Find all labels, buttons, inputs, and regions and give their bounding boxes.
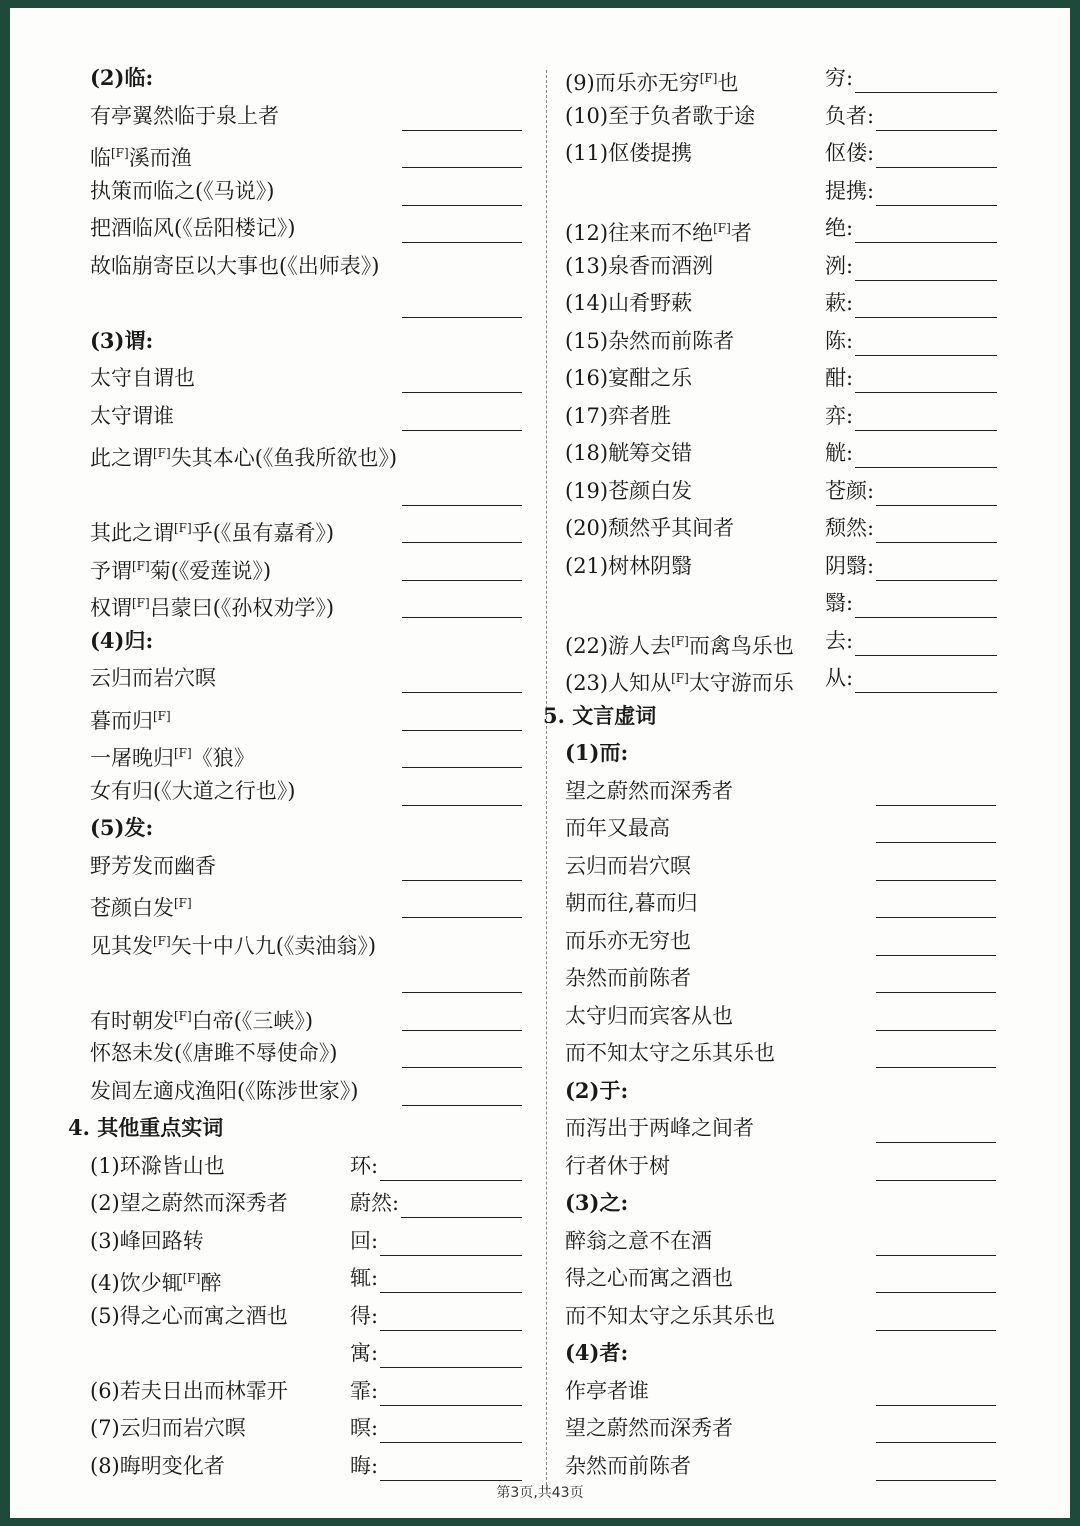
term-label: 阴翳: <box>825 553 875 578</box>
answer-blank[interactable] <box>876 1067 996 1068</box>
exercise-line: 其此之谓[F]乎(《虽有嘉肴》) <box>90 521 335 545</box>
term-label: 颓然: <box>825 516 875 540</box>
exercise-line: 得之心而寓之酒也 <box>565 1266 733 1290</box>
term-label: 得: <box>350 1303 379 1328</box>
exercise-line: 行者休于树 <box>565 1153 670 1178</box>
answer-blank[interactable] <box>402 692 522 693</box>
exercise-line: 杂然而前陈者 <box>565 966 691 990</box>
exercise-line: 临[F]溪而渔 <box>90 146 192 170</box>
subsection-heading: (1)而: <box>565 740 629 765</box>
answer-blank[interactable] <box>876 880 996 881</box>
exercise-line: 太守归而宾客从也 <box>565 1003 733 1028</box>
exercise-line: (18)觥筹交错 <box>565 441 693 465</box>
answer-blank[interactable] <box>876 1442 996 1443</box>
footnote-marker: [F] <box>174 746 192 760</box>
exercise-line: 权谓[F]吕蒙曰(《孙权劝学》) <box>90 596 335 620</box>
term-label: 环: <box>350 1153 379 1178</box>
exercise-line: (22)游人去[F]而禽鸟乐也 <box>565 633 794 658</box>
term-label: 去: <box>825 628 854 653</box>
answer-blank[interactable] <box>855 392 997 393</box>
exercise-line: (17)弈者胜 <box>565 403 672 428</box>
answer-blank[interactable] <box>855 92 997 93</box>
exercise-line: 太守谓谁 <box>90 403 174 428</box>
answer-blank[interactable] <box>380 1180 522 1181</box>
exercise-line: 女有归(《大道之行也》) <box>90 778 296 803</box>
term-label: 翳: <box>825 591 854 615</box>
answer-blank[interactable] <box>855 280 997 281</box>
exercise-line: (15)杂然而前陈者 <box>565 328 735 353</box>
exercise-line: 太守自谓也 <box>90 366 195 390</box>
answer-blank[interactable] <box>402 992 522 993</box>
exercise-line: (2)望之蔚然而深秀者 <box>90 1191 288 1215</box>
subsection-heading: (2)临: <box>90 65 154 90</box>
answer-blank[interactable] <box>855 655 997 656</box>
answer-blank[interactable] <box>402 392 522 393</box>
exercise-line: (19)苍颜白发 <box>565 478 693 503</box>
exercise-line: 予谓[F]菊(《爱莲说》) <box>90 558 272 583</box>
answer-blank[interactable] <box>402 767 522 768</box>
answer-blank[interactable] <box>855 355 997 356</box>
term-label: 苍颜: <box>825 478 875 503</box>
footnote-marker: [F] <box>671 633 689 648</box>
subsection-heading: (3)之: <box>565 1190 629 1215</box>
worksheet-page <box>10 8 1070 1518</box>
footnote-marker: [F] <box>671 671 689 685</box>
exercise-line: 执策而临之(《马说》) <box>90 178 275 203</box>
term-label: 从: <box>825 666 854 690</box>
exercise-line: 见其发[F]矢十中八九(《卖油翁》) <box>90 933 377 958</box>
answer-blank[interactable] <box>876 955 996 956</box>
footnote-marker: [F] <box>699 71 718 85</box>
exercise-line: 发闾左適戍渔阳(《陈涉世家》) <box>90 1078 359 1103</box>
exercise-line: 而不知太守之乐其乐也 <box>565 1041 775 1065</box>
footnote-marker: [F] <box>182 1271 201 1285</box>
exercise-line: (4)饮少辄[F]醉 <box>90 1271 222 1295</box>
answer-blank[interactable] <box>380 1442 522 1443</box>
answer-blank[interactable] <box>402 730 522 731</box>
answer-blank[interactable] <box>380 1292 522 1293</box>
answer-blank[interactable] <box>855 242 997 243</box>
term-label: 陈: <box>825 328 854 353</box>
exercise-line: 杂然而前陈者 <box>565 1453 691 1478</box>
exercise-line: 而泻出于两峰之间者 <box>565 1116 754 1140</box>
exercise-line: (9)而乐亦无穷[F]也 <box>565 71 739 95</box>
footnote-marker: [F] <box>713 221 731 235</box>
exercise-line: (23)人知从[F]太守游而乐 <box>565 671 794 695</box>
exercise-line: 而不知太守之乐其乐也 <box>565 1303 775 1328</box>
footnote-marker: [F] <box>174 896 192 910</box>
term-label: 蔌: <box>825 291 854 315</box>
exercise-line: 朝而往,暮而归 <box>565 891 698 915</box>
answer-blank[interactable] <box>402 130 522 131</box>
exercise-line: 作亭者谁 <box>565 1378 649 1403</box>
exercise-line: 有亭翼然临于泉上者 <box>90 103 279 128</box>
answer-blank[interactable] <box>402 580 522 581</box>
exercise-line: (12)往来而不绝[F]者 <box>565 221 752 245</box>
term-label: 洌: <box>825 253 854 278</box>
answer-blank[interactable] <box>402 505 522 506</box>
answer-blank[interactable] <box>876 805 996 806</box>
exercise-line: (10)至于负者歌于途 <box>565 103 756 128</box>
answer-blank[interactable] <box>402 1105 522 1106</box>
exercise-line: 苍颜白发[F] <box>90 896 192 920</box>
footnote-marker: [F] <box>153 708 171 723</box>
answer-blank[interactable] <box>855 692 997 693</box>
exercise-line: 醉翁之意不在酒 <box>565 1228 712 1253</box>
answer-blank[interactable] <box>876 1292 996 1293</box>
exercise-line: 暮而归[F] <box>90 708 171 733</box>
term-label: 回: <box>350 1228 379 1253</box>
answer-blank[interactable] <box>402 242 522 243</box>
subsection-heading: (3)谓: <box>90 327 154 353</box>
subsection-heading: (5)发: <box>90 815 154 840</box>
exercise-line: (7)云归而岩穴暝 <box>90 1416 246 1440</box>
section-heading: 4. 其他重点实词 <box>68 1115 224 1140</box>
answer-blank[interactable] <box>380 1330 522 1331</box>
footnote-marker: [F] <box>132 558 150 573</box>
answer-blank[interactable] <box>855 430 997 431</box>
exercise-line: 云归而岩穴暝 <box>565 853 691 878</box>
answer-blank[interactable] <box>876 505 997 506</box>
exercise-line: (14)山肴野蔌 <box>565 291 693 315</box>
answer-blank[interactable] <box>402 205 522 206</box>
answer-blank[interactable] <box>380 1367 522 1368</box>
subsection-heading: (4)者: <box>565 1340 629 1365</box>
footnote-marker: [F] <box>153 933 171 948</box>
answer-blank[interactable] <box>402 917 522 918</box>
answer-blank[interactable] <box>402 542 522 543</box>
term-label: 辄: <box>350 1266 379 1290</box>
exercise-line: (21)树林阴翳 <box>565 553 693 578</box>
answer-blank[interactable] <box>380 1480 522 1481</box>
column-divider <box>546 70 547 1490</box>
exercise-line: 有时朝发[F]白帝(《三峡》) <box>90 1008 314 1033</box>
term-label: 提携: <box>825 178 875 203</box>
exercise-line: 怀怒未发(《唐雎不辱使命》) <box>90 1041 338 1065</box>
answer-blank[interactable] <box>876 1480 996 1481</box>
exercise-line: 云归而岩穴暝 <box>90 666 216 690</box>
exercise-line: (3)峰回路转 <box>90 1228 204 1253</box>
answer-blank[interactable] <box>876 1030 996 1031</box>
answer-blank[interactable] <box>380 1405 522 1406</box>
exercise-line: 此之谓[F]失其本心(《鱼我所欲也》) <box>90 446 398 470</box>
term-label: 绝: <box>825 216 854 240</box>
answer-blank[interactable] <box>855 617 997 618</box>
exercise-line: 望之蔚然而深秀者 <box>565 778 733 803</box>
answer-blank[interactable] <box>402 1067 522 1068</box>
exercise-line: 望之蔚然而深秀者 <box>565 1416 733 1440</box>
term-label: 暝: <box>350 1416 379 1440</box>
term-label: 霏: <box>350 1378 379 1403</box>
answer-blank[interactable] <box>401 1217 522 1218</box>
answer-blank[interactable] <box>876 1142 996 1143</box>
footnote-marker: [F] <box>153 446 171 460</box>
exercise-line: 一屠晚归[F]《狼》 <box>90 746 255 770</box>
exercise-line: (6)若夫日出而林霏开 <box>90 1378 288 1403</box>
exercise-line: (20)颓然乎其间者 <box>565 516 735 540</box>
answer-blank[interactable] <box>402 317 522 318</box>
answer-blank[interactable] <box>876 130 997 131</box>
answer-blank[interactable] <box>402 880 522 881</box>
exercise-line: 而乐亦无穷也 <box>565 928 691 953</box>
section-heading: 5. 文言虚词 <box>543 702 657 728</box>
answer-blank[interactable] <box>402 1030 522 1031</box>
exercise-line: 把酒临风(《岳阳楼记》) <box>90 216 296 240</box>
exercise-line: 野芳发而幽香 <box>90 853 216 878</box>
answer-blank[interactable] <box>380 1255 522 1256</box>
term-label: 觥: <box>825 441 854 465</box>
answer-blank[interactable] <box>876 1330 996 1331</box>
answer-blank[interactable] <box>855 467 997 468</box>
term-label: 酣: <box>825 366 854 390</box>
answer-blank[interactable] <box>402 805 522 806</box>
answer-blank[interactable] <box>876 542 997 543</box>
answer-blank[interactable] <box>876 205 997 206</box>
answer-blank[interactable] <box>876 1255 996 1256</box>
exercise-line: (13)泉香而酒洌 <box>565 253 714 278</box>
footnote-marker: [F] <box>174 521 192 535</box>
answer-blank[interactable] <box>402 430 522 431</box>
term-label: 晦: <box>350 1453 379 1478</box>
term-label: 负者: <box>825 103 875 128</box>
answer-blank[interactable] <box>402 167 522 168</box>
answer-blank[interactable] <box>876 992 996 993</box>
answer-blank[interactable] <box>855 317 997 318</box>
footnote-marker: [F] <box>174 1008 192 1023</box>
exercise-line: (8)晦明变化者 <box>90 1453 225 1478</box>
answer-blank[interactable] <box>876 1405 996 1406</box>
term-label: 穷: <box>825 66 854 90</box>
footnote-marker: [F] <box>111 146 129 160</box>
answer-blank[interactable] <box>876 580 997 581</box>
answer-blank[interactable] <box>876 1180 996 1181</box>
exercise-line: 故临崩寄臣以大事也(《出师表》) <box>90 253 380 278</box>
exercise-line: (16)宴酣之乐 <box>565 366 693 390</box>
subsection-heading: (4)归: <box>90 627 154 653</box>
exercise-line: 而年又最高 <box>565 816 670 840</box>
term-label: 蔚然: <box>350 1191 400 1215</box>
answer-blank[interactable] <box>876 842 996 843</box>
exercise-line: (11)伛偻提携 <box>565 141 693 165</box>
exercise-line: (5)得之心而寓之酒也 <box>90 1303 288 1328</box>
footnote-marker: [F] <box>132 596 150 610</box>
answer-blank[interactable] <box>876 917 996 918</box>
page-footer: 第3页,共43页 <box>496 1485 584 1501</box>
exercise-line: (1)环滁皆山也 <box>90 1153 225 1178</box>
answer-blank[interactable] <box>876 167 997 168</box>
answer-blank[interactable] <box>402 617 522 618</box>
term-label: 伛偻: <box>825 141 875 165</box>
subsection-heading: (2)于: <box>565 1077 629 1103</box>
term-label: 寓: <box>350 1341 379 1365</box>
term-label: 弈: <box>825 403 854 428</box>
